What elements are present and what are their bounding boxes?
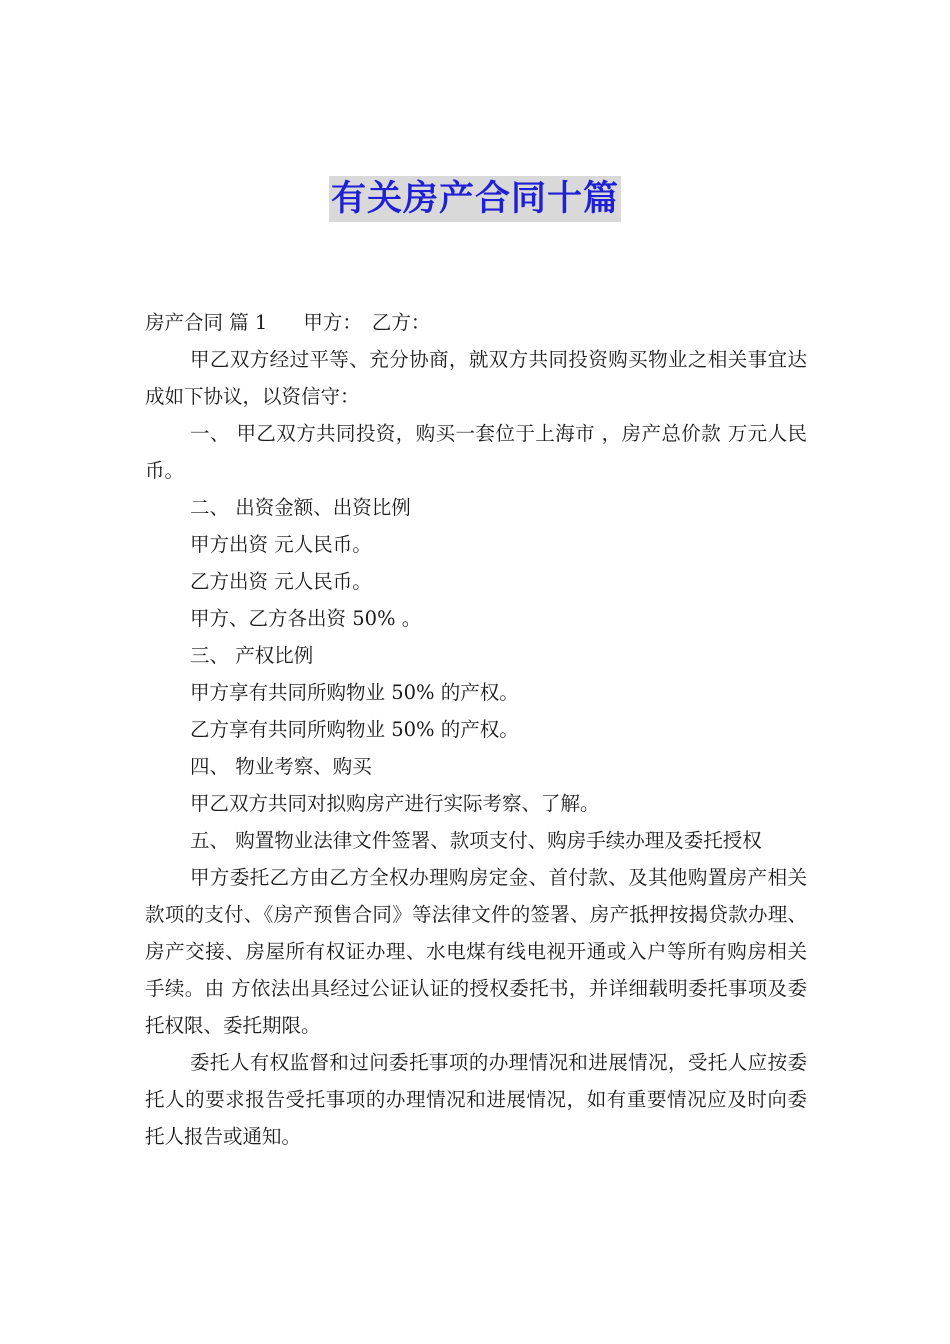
section-label: 房产合同 篇 1 (145, 311, 268, 334)
paragraph-party-b-contribution: 乙方出资 元人民币。 (190, 570, 372, 593)
paragraph-party-a-ownership: 甲方享有共同所购物业 50% 的产权。 (190, 681, 519, 704)
party-a-label: 甲方： (303, 311, 362, 334)
paragraph-supervision: 委托人有权监督和过问委托事项的办理情况和进展情况，受托人应按委托人的要求报告受托事项的办理情况和进展情况，如有重要情况应及时向委托人报告或通知。 (145, 1051, 807, 1148)
paragraph-contribution-ratio: 甲方、乙方各出资 50% 。 (190, 607, 422, 630)
paragraph-party-a-contribution: 甲方出资 元人民币。 (190, 533, 372, 556)
paragraph-clause-3-heading: 三、 产权比例 (190, 644, 314, 667)
paragraph-clause-4-heading: 四、 物业考察、购买 (190, 755, 372, 778)
paragraph-clause-1: 一、 甲乙双方共同投资，购买一套位于上海市 ，房产总价款 万元人民币。 (145, 422, 807, 482)
paragraph-inspection: 甲乙双方共同对拟购房产进行实际考察、了解。 (190, 792, 600, 815)
paragraph-authorization: 甲方委托乙方由乙方全权办理购房定金、首付款、及其他购置房产相关款项的支付、《房产预售合同》等法律文件的签署、房产抵押按揭贷款办理、房产交接、房屋所有权证办理、水电煤有线电视开通或入户等所有购房相关手续。由 方依法出具经过公证认证的授权委托书，并详细载明委托事项及委托权限、委托期限。 (145, 866, 807, 1037)
paragraph-party-b-ownership: 乙方享有共同所购物业 50% 的产权。 (190, 718, 519, 741)
document-body (145, 304, 807, 1155)
paragraph-intro: 甲乙双方经过平等、充分协商，就双方共同投资购买物业之相关事宜达成如下协议，以资信守： (145, 348, 807, 408)
title-container (0, 176, 950, 222)
document-title: 有关房产合同十篇 (329, 176, 621, 222)
paragraph-clause-5-heading: 五、 购置物业法律文件签署、款项支付、购房手续办理及委托授权 (190, 829, 762, 852)
party-b-label: 乙方： (371, 311, 431, 334)
header-line (145, 304, 807, 341)
paragraph-clause-2-heading: 二、 出资金额、出资比例 (190, 496, 411, 519)
